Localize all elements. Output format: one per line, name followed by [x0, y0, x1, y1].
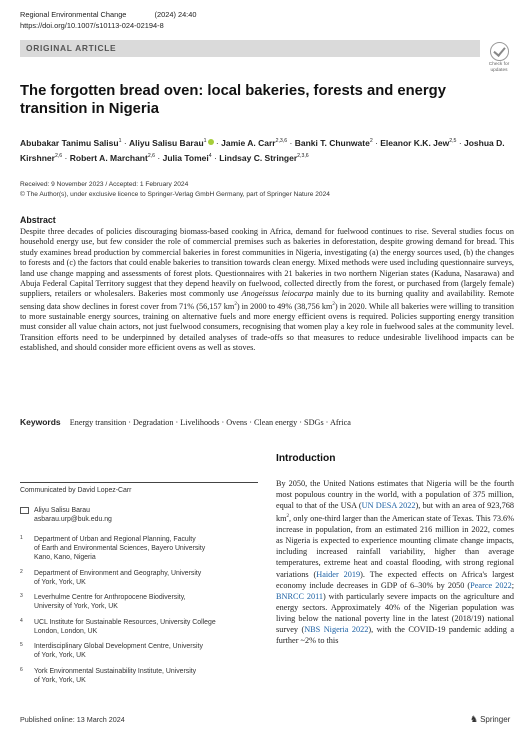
affiliation-line: London, London, UK: [34, 627, 98, 635]
affiliation-line: of York, York, UK: [34, 652, 86, 659]
corresponding-email[interactable]: asbarau.urp@buk.edu.ng: [34, 516, 112, 523]
article-type-label: ORIGINAL ARTICLE: [26, 43, 117, 53]
affiliation-item: [20, 593, 260, 611]
publisher-logo: ♞ Springer: [470, 714, 511, 724]
article-dates: [20, 180, 330, 199]
abstract-heading: Abstract: [20, 215, 56, 225]
species-name: Anogeissus leiocarpa: [241, 289, 314, 299]
affiliation-line: Department of Urban and Regional Planning, Faculty: [34, 536, 196, 543]
abstract-text: Despite three decades of policies discouraging biomass-based cooking in Africa, demand for fuelwood continues to rise. Several studies focus on household energy use, but few consider the role of commercial premises such as bakeries in deforestation, despite growing demand for bread. This study examines bread production by commercial bakeries in forest communities in Nigeria, investigating (a) the energy sources used, (b) the changes to forests and (c) the factors that could enable bakeries to transition towards clean energy. Mixed methods were used including questionnaire surveys, land use change mapping and assessments of forest plots. Questionnaires with 21 bakeries in two northern Nigerian states (Kaduna, Nasarawa) and Abuja Federal Capital Territory suggest that they depend heavily on fuelwood, collected directly from the forest, or purchased from (largely female) suppliers, retailers or wholesalers. Bakeries most commonly use Anogeissus leiocarpa mainly due to its burning quality and availability. Remote sensing data show declines in forest cover from 71% (56,157 $km^2$) in 2000 to 49% (38,756 $km^2$) in 2020. While all bakeries were willing to transition to more sustainable energy sources, training on alternative fuels and more energy efficient ovens is required. Policies supporting energy transition must consider all value chain actors, not just fuelwood consumers, recognising that women play a key role in fuelwood sales at the community level. Transition efforts need to be underpinned by detailed analyses of trade-offs so that measures to reduce undesirable livelihood impacts can be established, and should consider more efficient ovens as well as stoves.: [20, 227, 515, 353]
affiliation-number: 3: [20, 593, 23, 599]
author-separator: ·: [121, 137, 130, 148]
affiliation-number: 1: [20, 535, 23, 541]
affiliation-number: 5: [20, 642, 23, 648]
author-affiliation-marker: 2,3,6: [297, 152, 309, 159]
author-affiliation-marker: 1: [203, 138, 207, 144]
affiliation-line: Interdisciplinary Global Development Centre, University: [34, 643, 203, 650]
affiliation-line: Department of Environment and Geography, University: [34, 569, 202, 577]
citation-link[interactable]: NBS Nigeria 2022: [304, 624, 369, 634]
author-separator: ·: [213, 137, 222, 148]
citation-link[interactable]: UN DESA 2022: [361, 501, 416, 511]
article-type-band: [20, 40, 480, 57]
author-affiliation-marker: 1: [118, 138, 122, 144]
introduction-text: By 2050, the United Nations estimates that Nigeria will be the fourth most populous country in the world, with a population of 375 million, equal to that of the USA (UN DESA 2022), but with an area of 923,768 $km^2$, only one-third larger than the American state of Texas. This 73.6% increase in population, from an estimated 216 million in 2022, comes as Nigeria is expected to experience mounting climate change impacts, including increased rainfall variability, higher than average temperatures, extreme heat and coastal flooding, with strong regional variations (Haider 2019). The expected effects on Africa's largest economy include decreases in GDP of 6–30% by 2050 (Pearce 2022; BNRCC 2011) with particularly severe impacts on the agriculture and energy sectors. Approximately 40% of the Nigerian population was living below the national poverty line in the latest (2018/19) national survey (NBS Nigeria 2022), with the COVID-19 pandemic adding a further ~2% to this: [276, 479, 515, 646]
citation-link[interactable]: Pearce 2022: [470, 580, 512, 590]
author-separator: ·: [211, 152, 220, 163]
received-accepted: Received: 9 November 2023 / Accepted: 1 February 2024: [20, 181, 189, 188]
affiliation-line: Kano, Kano, Nigeria: [34, 554, 96, 561]
published-date: Published online: 13 March 2024: [20, 715, 125, 724]
doi-link[interactable]: https://doi.org/10.1007/s10113-024-02194-8: [20, 20, 164, 30]
volume-info: (2024) 24:40: [154, 10, 197, 19]
author-name[interactable]: Robert A. Marchant: [69, 152, 148, 163]
communicated-by: Communicated by David Lopez-Carr: [20, 487, 132, 494]
author-affiliation-marker: 2,6: [147, 152, 156, 159]
introduction-heading: Introduction: [276, 453, 336, 464]
affiliation-line: of Earth and Environmental Sciences, Bayero University: [34, 545, 206, 552]
keywords-label: Keywords: [20, 417, 61, 427]
affiliation-item: [20, 642, 260, 660]
author-separator: ·: [287, 137, 295, 148]
author-name[interactable]: Aliyu Salisu Barau: [129, 137, 204, 148]
check-for-updates-badge[interactable]: [484, 42, 514, 74]
affiliation-list: [20, 535, 260, 691]
author-name[interactable]: Jamie A. Carr: [221, 137, 276, 148]
author-separator: ·: [456, 137, 465, 148]
citation-link[interactable]: Haider 2019: [316, 569, 361, 579]
keywords: [20, 417, 514, 428]
affiliation-number: 4: [20, 617, 23, 624]
check-icon: [490, 42, 509, 61]
affiliation-number: 2: [20, 568, 23, 575]
affiliation-line: Leverhulme Centre for Anthropocene Biodiversity,: [34, 594, 186, 601]
author-separator: ·: [62, 152, 70, 163]
affiliation-item: [20, 667, 260, 685]
springer-horse-icon: ♞: [470, 714, 479, 724]
affiliation-line: of York, York, UK: [34, 676, 86, 684]
author-affiliation-marker: 2,6: [54, 152, 63, 159]
affiliation-line: UCL Institute for Sustainable Resources, University College: [34, 618, 216, 626]
envelope-icon: [20, 507, 29, 514]
author-affiliation-marker: 2,3,6: [275, 138, 288, 144]
running-header: [20, 10, 196, 31]
affiliation-line: York Environmental Sustainability Institute, University: [34, 667, 197, 675]
affiliation-item: [20, 618, 260, 636]
footnote-divider: [20, 482, 258, 483]
author-list: [20, 135, 512, 165]
author-affiliation-marker: 2: [369, 138, 373, 144]
corresponding-author: [20, 506, 258, 524]
author-affiliation-marker: 4: [208, 152, 212, 159]
affiliation-line: of York, York, UK: [34, 578, 86, 586]
author-name[interactable]: Julia Tomei: [162, 152, 209, 163]
author-separator: ·: [155, 152, 163, 163]
author-name[interactable]: Abubakar Tanimu Salisu: [20, 137, 119, 148]
keywords-text: Energy transition · Degradation · Livelihoods · Ovens · Clean energy · SDGs · Africa: [69, 418, 351, 427]
author-affiliation-marker: 2,5: [449, 138, 457, 144]
author-name[interactable]: Lindsay C. Stringer: [219, 152, 298, 163]
author-separator: ·: [372, 137, 381, 148]
badge-text: Check for updates: [488, 62, 510, 73]
journal-name: Regional Environmental Change: [20, 10, 127, 19]
copyright-line: © The Author(s), under exclusive licence to Springer-Verlag GmbH Germany, part of Springer Nature 2024: [20, 190, 330, 198]
author-name[interactable]: Banki T. Chunwate: [294, 137, 370, 148]
author-name[interactable]: Joshua D. Kirshner: [20, 137, 505, 163]
affiliation-line: University of York, York, UK: [34, 603, 118, 610]
affiliation-number: 6: [20, 666, 23, 673]
citation-link[interactable]: BNRCC 2011: [276, 591, 324, 601]
corresponding-name: Aliyu Salisu Barau: [34, 507, 90, 514]
author-name[interactable]: Eleanor K.K. Jew: [380, 137, 450, 148]
affiliation-item: [20, 569, 260, 587]
affiliation-item: [20, 535, 260, 562]
article-title: The forgotten bread oven: local bakeries, forests and energy transition in Nigeria: [20, 83, 446, 117]
